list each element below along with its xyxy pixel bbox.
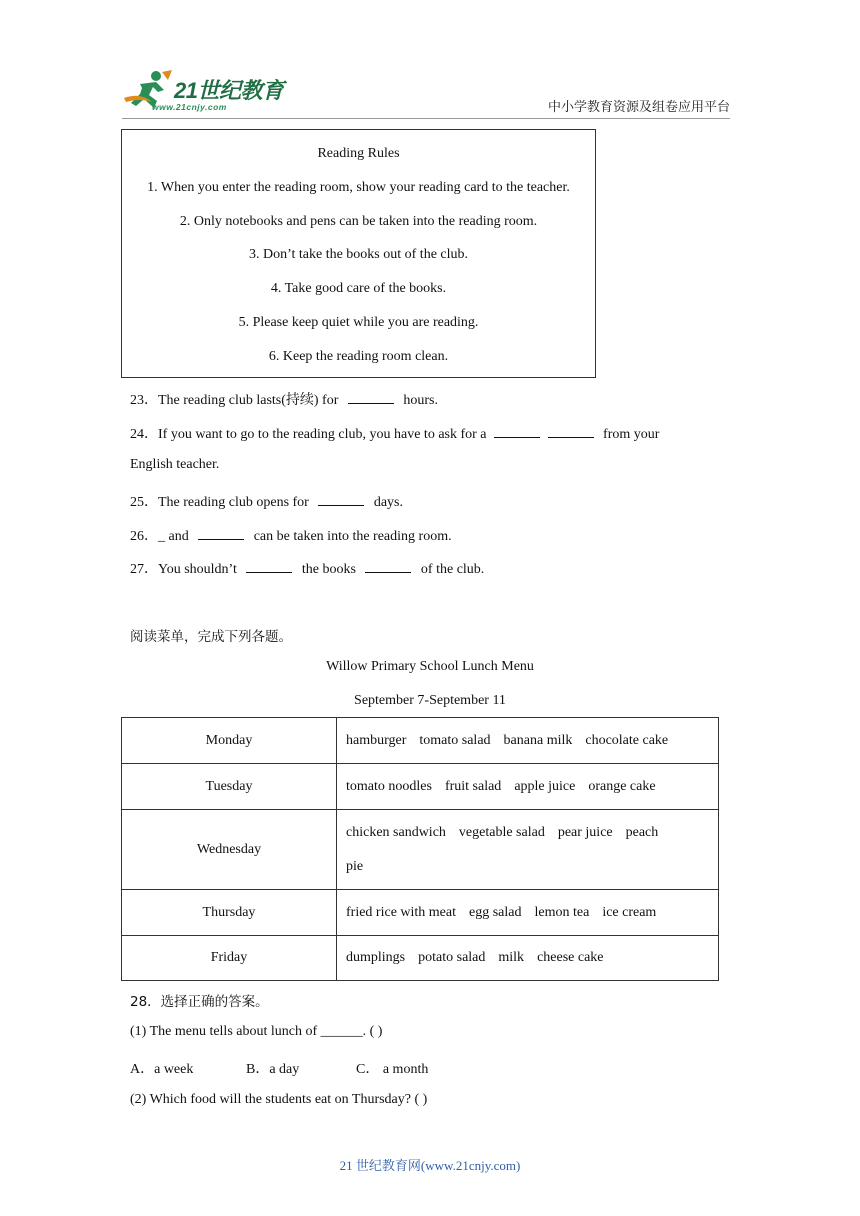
question-text: from your bbox=[603, 427, 660, 442]
question-24 bbox=[130, 423, 659, 443]
food-item: tomato salad bbox=[419, 732, 491, 748]
answer-blank[interactable] bbox=[198, 527, 244, 540]
food-item: milk bbox=[498, 950, 525, 965]
question-text: the books bbox=[301, 562, 356, 577]
logo-text: 21世纪教育 bbox=[174, 78, 284, 103]
table-row bbox=[122, 810, 719, 890]
food-cell bbox=[337, 936, 719, 981]
question-text: days. bbox=[373, 495, 404, 510]
food-item: potato salad bbox=[418, 950, 486, 965]
question-number: 26． bbox=[130, 529, 158, 544]
question-text: _ and bbox=[158, 529, 189, 544]
question-number: 27． bbox=[130, 562, 158, 577]
question-24-cont: English teacher. bbox=[130, 457, 220, 472]
answer-blank[interactable] bbox=[246, 560, 292, 573]
food-item: egg salad bbox=[469, 904, 522, 920]
option-b[interactable]: B．a day bbox=[246, 1062, 300, 1077]
question-26 bbox=[130, 525, 452, 545]
day-cell: Friday bbox=[122, 936, 337, 981]
answer-blank[interactable] bbox=[318, 493, 364, 506]
question-25 bbox=[130, 491, 403, 511]
food-item: lemon tea bbox=[534, 904, 590, 920]
question-number: 23． bbox=[130, 393, 158, 408]
rule-item: 4. Take good care of the books. bbox=[270, 281, 447, 296]
option-a[interactable]: A．a week bbox=[130, 1062, 194, 1077]
food-cell bbox=[337, 764, 719, 810]
question-28-2: (2) Which food will the students eat on Thursday? ( ) bbox=[130, 1092, 428, 1107]
table-row bbox=[122, 890, 719, 936]
food-item: ice cream bbox=[602, 904, 657, 920]
rule-item: 3. Don’t take the books out of the club. bbox=[248, 247, 469, 262]
rule-item: 2. Only notebooks and pens can be taken into the reading room. bbox=[179, 214, 538, 229]
site-logo bbox=[122, 68, 292, 114]
food-item: pear juice bbox=[557, 824, 613, 840]
day-cell: Tuesday bbox=[122, 764, 337, 810]
question-23 bbox=[130, 389, 438, 409]
day-cell: Thursday bbox=[122, 890, 337, 936]
lunch-menu-table bbox=[121, 717, 719, 981]
question-number: 24． bbox=[130, 427, 158, 442]
question-text: can be taken into the reading room. bbox=[253, 529, 452, 544]
option-c[interactable]: C． a month bbox=[356, 1062, 429, 1077]
food-item: peach bbox=[625, 824, 659, 840]
answer-blank[interactable] bbox=[548, 425, 594, 438]
food-item: dumplings bbox=[346, 950, 406, 965]
menu-title: Willow Primary School Lunch Menu bbox=[326, 659, 534, 674]
answer-blank[interactable] bbox=[365, 560, 411, 573]
header-divider bbox=[122, 118, 730, 119]
rules-title: Reading Rules bbox=[317, 146, 400, 161]
day-cell: Wednesday bbox=[122, 810, 337, 890]
day-cell: Monday bbox=[122, 718, 337, 764]
logo-url: www.21cnjy.com bbox=[152, 102, 227, 112]
food-item: fruit salad bbox=[444, 778, 502, 794]
answer-blank[interactable] bbox=[494, 425, 540, 438]
table-row bbox=[122, 764, 719, 810]
question-28-1: (1) The menu tells about lunch of ______. ( ) bbox=[130, 1024, 383, 1039]
answer-blank[interactable] bbox=[348, 391, 394, 404]
food-cell bbox=[337, 810, 719, 890]
table-row bbox=[122, 718, 719, 764]
food-item: tomato noodles bbox=[346, 778, 432, 794]
section-instruction: 阅读菜单，完成下列各题。 bbox=[130, 629, 292, 645]
food-item: chicken sandwich bbox=[346, 824, 446, 840]
footer-link[interactable]: 21 世纪教育网(www.21cnjy.com) bbox=[339, 1158, 521, 1173]
question-text: hours. bbox=[403, 393, 439, 408]
rule-item: 6. Keep the reading room clean. bbox=[268, 349, 449, 364]
header-platform-text: 中小学教育资源及组卷应用平台 bbox=[547, 100, 730, 115]
reading-rules-box bbox=[121, 129, 596, 378]
food-item: hamburger bbox=[346, 732, 407, 748]
food-item: cheese cake bbox=[537, 950, 604, 965]
food-item: apple juice bbox=[514, 778, 576, 794]
food-cell bbox=[337, 890, 719, 936]
food-item: orange cake bbox=[588, 778, 656, 794]
food-item: chocolate cake bbox=[585, 732, 669, 748]
question-text: The reading club opens for bbox=[158, 495, 309, 510]
food-cell bbox=[337, 718, 719, 764]
question-number: 25． bbox=[130, 495, 158, 510]
food-item: banana milk bbox=[503, 732, 573, 748]
question-text: If you want to go to the reading club, you have to ask for a bbox=[158, 427, 487, 442]
question-27 bbox=[130, 558, 484, 578]
question-text: of the club. bbox=[420, 562, 485, 577]
food-item: pie bbox=[346, 858, 364, 874]
question-text: The reading club lasts(持续) for bbox=[158, 393, 339, 408]
food-item: fried rice with meat bbox=[346, 904, 457, 920]
rule-item: 5. Please keep quiet while you are reading. bbox=[238, 315, 479, 330]
rule-item: 1. When you enter the reading room, show your reading card to the teacher. bbox=[147, 180, 570, 195]
table-row bbox=[122, 936, 719, 981]
question-text: You shouldn’t bbox=[158, 562, 237, 577]
menu-dates: September 7-September 11 bbox=[354, 693, 506, 708]
question-28-heading: 28．选择正确的答案。 bbox=[130, 994, 269, 1010]
food-item: vegetable salad bbox=[458, 824, 545, 840]
